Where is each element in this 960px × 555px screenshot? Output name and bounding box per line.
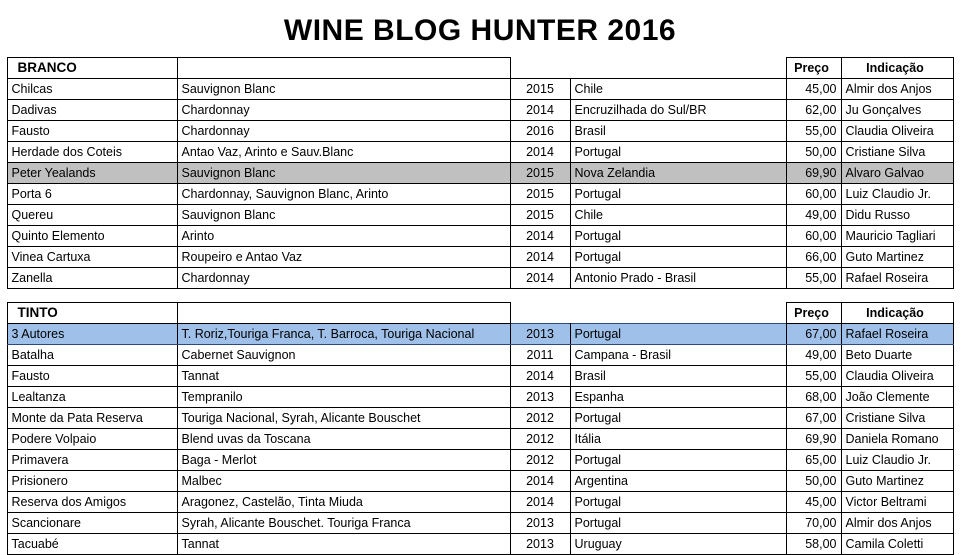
cell-price[interactable]: 68,00	[786, 387, 841, 408]
cell-vintage-year[interactable]: 2012	[510, 408, 570, 429]
cell-origin[interactable]: Portugal	[570, 226, 786, 247]
section-header-origin-cell	[570, 58, 786, 79]
cell-price[interactable]: 69,90	[786, 429, 841, 450]
cell-origin[interactable]: Argentina	[570, 471, 786, 492]
cell-wine-name[interactable]: Zanella	[7, 268, 177, 289]
table-row[interactable]	[7, 205, 953, 226]
column-header-indication: Indicação	[841, 58, 953, 79]
cell-grape-variety[interactable]: Aragonez, Castelão, Tinta Miuda	[177, 492, 510, 513]
wine-table	[7, 57, 954, 555]
cell-indication[interactable]: Claudia Oliveira	[841, 121, 953, 142]
table-body	[7, 58, 953, 555]
cell-price[interactable]: 45,00	[786, 79, 841, 100]
cell-price[interactable]: 58,00	[786, 534, 841, 555]
cell-wine-name[interactable]: Reserva dos Amigos	[7, 492, 177, 513]
cell-grape-variety[interactable]: T. Roriz,Touriga Franca, T. Barroca, Touriga Nacional	[177, 324, 510, 345]
cell-grape-variety[interactable]: Blend uvas da Toscana	[177, 429, 510, 450]
spacer-cell	[7, 289, 953, 303]
table-row[interactable]	[7, 100, 953, 121]
cell-vintage-year[interactable]: 2013	[510, 387, 570, 408]
cell-wine-name[interactable]: Fausto	[7, 121, 177, 142]
table-row[interactable]	[7, 408, 953, 429]
cell-price[interactable]: 67,00	[786, 324, 841, 345]
cell-price[interactable]: 45,00	[786, 492, 841, 513]
cell-wine-name[interactable]: Herdade dos Coteis	[7, 142, 177, 163]
cell-price[interactable]: 60,00	[786, 184, 841, 205]
cell-wine-name[interactable]: Quereu	[7, 205, 177, 226]
cell-vintage-year[interactable]: 2014	[510, 268, 570, 289]
cell-origin[interactable]: Uruguay	[570, 534, 786, 555]
cell-vintage-year[interactable]: 2015	[510, 205, 570, 226]
table-row[interactable]	[7, 268, 953, 289]
cell-indication[interactable]: Rafael Roseira	[841, 324, 953, 345]
section-header-row	[7, 303, 953, 324]
cell-wine-name[interactable]: Dadivas	[7, 100, 177, 121]
cell-indication[interactable]: Victor Beltrami	[841, 492, 953, 513]
section-header-grape-cell	[177, 58, 510, 79]
table-row[interactable]	[7, 450, 953, 471]
cell-origin[interactable]: Encruzilhada do Sul/BR	[570, 100, 786, 121]
cell-vintage-year[interactable]: 2014	[510, 247, 570, 268]
page-title: WINE BLOG HUNTER 2016	[283, 14, 677, 47]
cell-vintage-year[interactable]: 2012	[510, 429, 570, 450]
cell-indication[interactable]: Camila Coletti	[841, 534, 953, 555]
cell-indication[interactable]: Didu Russo	[841, 205, 953, 226]
cell-grape-variety[interactable]: Malbec	[177, 471, 510, 492]
cell-wine-name[interactable]: 3 Autores	[7, 324, 177, 345]
cell-wine-name[interactable]: Tacuabé	[7, 534, 177, 555]
cell-price[interactable]: 50,00	[786, 471, 841, 492]
cell-vintage-year[interactable]: 2014	[510, 226, 570, 247]
cell-indication[interactable]: Daniela Romano	[841, 429, 953, 450]
table-row[interactable]	[7, 79, 953, 100]
cell-indication[interactable]: Almir dos Anjos	[841, 79, 953, 100]
cell-vintage-year[interactable]: 2014	[510, 471, 570, 492]
cell-grape-variety[interactable]: Cabernet Sauvignon	[177, 345, 510, 366]
cell-indication[interactable]: Alvaro Galvao	[841, 163, 953, 184]
cell-origin[interactable]: Brasil	[570, 366, 786, 387]
cell-wine-name[interactable]: Quinto Elemento	[7, 226, 177, 247]
cell-vintage-year[interactable]: 2011	[510, 345, 570, 366]
cell-price[interactable]: 49,00	[786, 345, 841, 366]
column-header-price: Preço	[786, 58, 841, 79]
cell-indication[interactable]: Ju Gonçalves	[841, 100, 953, 121]
cell-wine-name[interactable]: Fausto	[7, 366, 177, 387]
cell-price[interactable]: 49,00	[786, 205, 841, 226]
table-row[interactable]	[7, 492, 953, 513]
cell-indication[interactable]: Luiz Claudio Jr.	[841, 184, 953, 205]
cell-grape-variety[interactable]: Sauvignon Blanc	[177, 163, 510, 184]
section-header-year-cell	[510, 58, 570, 79]
cell-grape-variety[interactable]: Antao Vaz, Arinto e Sauv.Blanc	[177, 142, 510, 163]
cell-price[interactable]: 55,00	[786, 366, 841, 387]
cell-origin[interactable]: Portugal	[570, 513, 786, 534]
cell-vintage-year[interactable]: 2015	[510, 163, 570, 184]
cell-wine-name[interactable]: Peter Yealands	[7, 163, 177, 184]
cell-grape-variety[interactable]: Chardonnay	[177, 121, 510, 142]
cell-vintage-year[interactable]: 2012	[510, 450, 570, 471]
cell-wine-name[interactable]: Podere Volpaio	[7, 429, 177, 450]
cell-indication[interactable]: Beto Duarte	[841, 345, 953, 366]
cell-grape-variety[interactable]: Tannat	[177, 366, 510, 387]
cell-grape-variety[interactable]: Sauvignon Blanc	[177, 79, 510, 100]
cell-origin[interactable]: Portugal	[570, 492, 786, 513]
cell-price[interactable]: 50,00	[786, 142, 841, 163]
cell-indication[interactable]: Luiz Claudio Jr.	[841, 450, 953, 471]
cell-origin[interactable]: Portugal	[570, 247, 786, 268]
table-row[interactable]	[7, 142, 953, 163]
table-row[interactable]	[7, 324, 953, 345]
cell-indication[interactable]: Cristiane Silva	[841, 142, 953, 163]
cell-origin[interactable]: Nova Zelandia	[570, 163, 786, 184]
cell-price[interactable]: 65,00	[786, 450, 841, 471]
cell-vintage-year[interactable]: 2015	[510, 79, 570, 100]
section-label: BRANCO	[7, 58, 177, 79]
table-row[interactable]	[7, 471, 953, 492]
cell-grape-variety[interactable]: Chardonnay	[177, 100, 510, 121]
cell-price[interactable]: 62,00	[786, 100, 841, 121]
cell-vintage-year[interactable]: 2014	[510, 366, 570, 387]
cell-origin[interactable]: Portugal	[570, 450, 786, 471]
cell-grape-variety[interactable]: Tannat	[177, 534, 510, 555]
column-header-indication: Indicação	[841, 303, 953, 324]
table-row[interactable]	[7, 247, 953, 268]
cell-origin[interactable]: Itália	[570, 429, 786, 450]
cell-grape-variety[interactable]: Syrah, Alicante Bouschet. Touriga Franca	[177, 513, 510, 534]
cell-price[interactable]: 69,90	[786, 163, 841, 184]
cell-wine-name[interactable]: Scancionare	[7, 513, 177, 534]
cell-wine-name[interactable]: Monte da Pata Reserva	[7, 408, 177, 429]
cell-price[interactable]: 67,00	[786, 408, 841, 429]
cell-indication[interactable]: João Clemente	[841, 387, 953, 408]
cell-origin[interactable]: Espanha	[570, 387, 786, 408]
section-header-origin-cell	[570, 303, 786, 324]
cell-price[interactable]: 70,00	[786, 513, 841, 534]
cell-vintage-year[interactable]: 2014	[510, 100, 570, 121]
cell-grape-variety[interactable]: Baga - Merlot	[177, 450, 510, 471]
cell-price[interactable]: 55,00	[786, 121, 841, 142]
cell-wine-name[interactable]: Primavera	[7, 450, 177, 471]
cell-wine-name[interactable]: Batalha	[7, 345, 177, 366]
cell-indication[interactable]: Almir dos Anjos	[841, 513, 953, 534]
cell-origin[interactable]: Chile	[570, 205, 786, 226]
cell-grape-variety[interactable]: Touriga Nacional, Syrah, Alicante Bouschet	[177, 408, 510, 429]
cell-indication[interactable]: Claudia Oliveira	[841, 366, 953, 387]
cell-vintage-year[interactable]: 2014	[510, 142, 570, 163]
cell-indication[interactable]: Guto Martinez	[841, 247, 953, 268]
cell-grape-variety[interactable]: Tempranilo	[177, 387, 510, 408]
table-row[interactable]	[7, 429, 953, 450]
cell-price[interactable]: 60,00	[786, 226, 841, 247]
cell-origin[interactable]: Brasil	[570, 121, 786, 142]
cell-wine-name[interactable]: Prisionero	[7, 471, 177, 492]
cell-indication[interactable]: Rafael Roseira	[841, 268, 953, 289]
cell-origin[interactable]: Portugal	[570, 408, 786, 429]
section-header-row	[7, 58, 953, 79]
cell-indication[interactable]: Cristiane Silva	[841, 408, 953, 429]
section-header-grape-cell	[177, 303, 510, 324]
cell-grape-variety[interactable]: Roupeiro e Antao Vaz	[177, 247, 510, 268]
cell-grape-variety[interactable]: Sauvignon Blanc	[177, 205, 510, 226]
table-row[interactable]	[7, 387, 953, 408]
table-row[interactable]	[7, 184, 953, 205]
cell-indication[interactable]: Guto Martinez	[841, 471, 953, 492]
table-row[interactable]	[7, 226, 953, 247]
cell-vintage-year[interactable]: 2015	[510, 184, 570, 205]
section-spacer	[7, 289, 953, 303]
cell-vintage-year[interactable]: 2013	[510, 513, 570, 534]
cell-vintage-year[interactable]: 2013	[510, 534, 570, 555]
cell-vintage-year[interactable]: 2014	[510, 492, 570, 513]
cell-wine-name[interactable]: Chilcas	[7, 79, 177, 100]
cell-wine-name[interactable]: Porta 6	[7, 184, 177, 205]
cell-origin[interactable]: Portugal	[570, 142, 786, 163]
cell-wine-name[interactable]: Lealtanza	[7, 387, 177, 408]
table-row[interactable]	[7, 345, 953, 366]
section-header-year-cell	[510, 303, 570, 324]
table-row[interactable]	[7, 534, 953, 555]
cell-price[interactable]: 55,00	[786, 268, 841, 289]
cell-grape-variety[interactable]: Chardonnay	[177, 268, 510, 289]
column-header-price: Preço	[786, 303, 841, 324]
cell-wine-name[interactable]: Vinea Cartuxa	[7, 247, 177, 268]
table-row[interactable]	[7, 513, 953, 534]
cell-origin[interactable]: Campana - Brasil	[570, 345, 786, 366]
section-label: TINTO	[7, 303, 177, 324]
cell-origin[interactable]: Chile	[570, 79, 786, 100]
cell-origin[interactable]: Portugal	[570, 324, 786, 345]
cell-vintage-year[interactable]: 2013	[510, 324, 570, 345]
table-row[interactable]	[7, 366, 953, 387]
cell-price[interactable]: 66,00	[786, 247, 841, 268]
cell-origin[interactable]: Antonio Prado - Brasil	[570, 268, 786, 289]
cell-grape-variety[interactable]: Arinto	[177, 226, 510, 247]
table-row[interactable]	[7, 121, 953, 142]
cell-indication[interactable]: Mauricio Tagliari	[841, 226, 953, 247]
cell-origin[interactable]: Portugal	[570, 184, 786, 205]
cell-grape-variety[interactable]: Chardonnay, Sauvignon Blanc, Arinto	[177, 184, 510, 205]
cell-vintage-year[interactable]: 2016	[510, 121, 570, 142]
table-row[interactable]	[7, 163, 953, 184]
